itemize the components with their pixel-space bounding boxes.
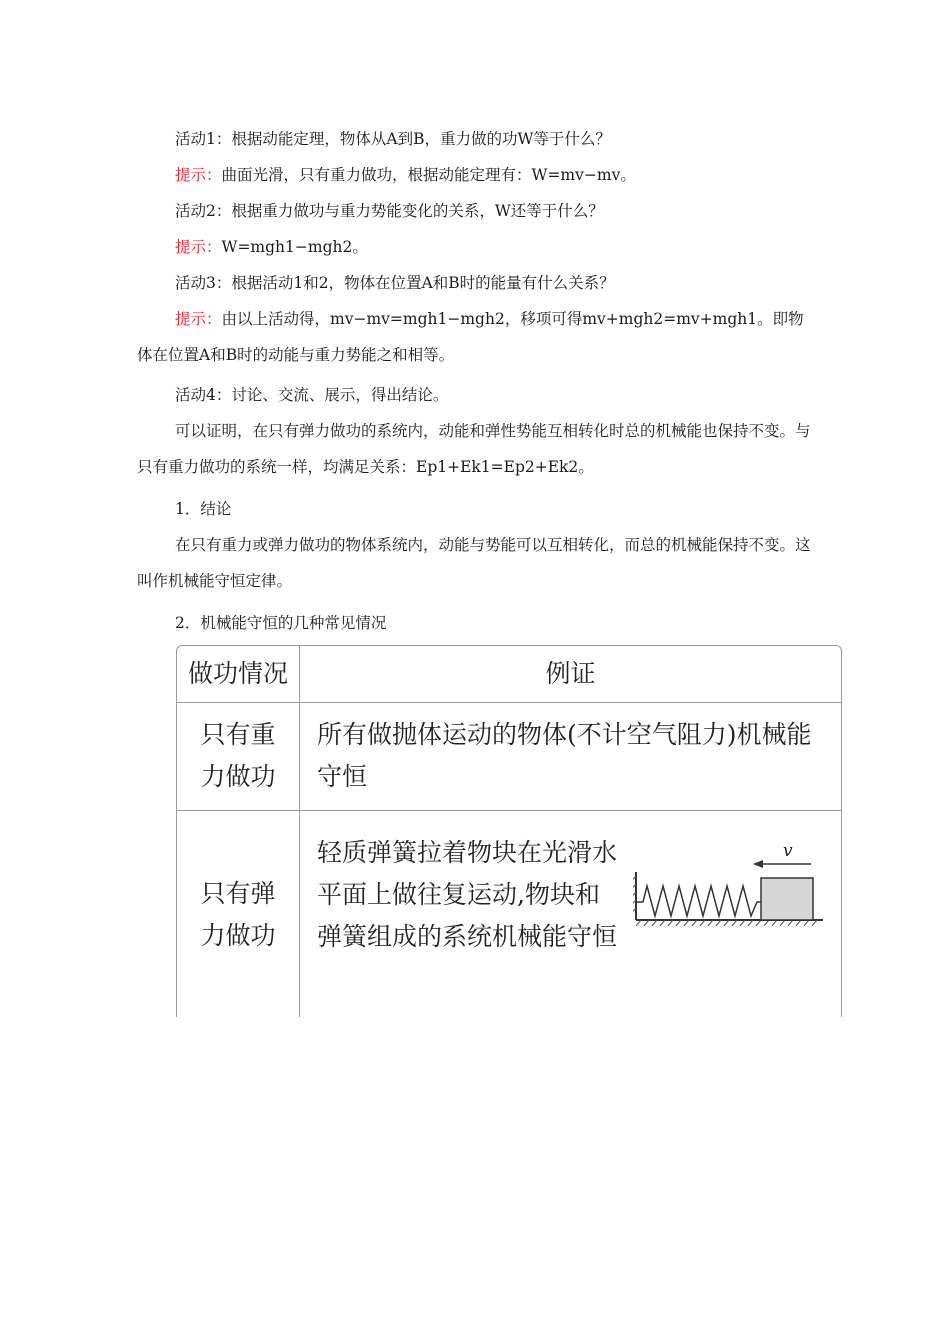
activity-text: 根据重力做功与重力势能变化的关系，W还等于什么？ bbox=[231, 202, 604, 220]
velocity-label: v bbox=[783, 842, 793, 861]
velocity-arrow-head bbox=[753, 860, 763, 868]
activity-label: 活动4： bbox=[175, 386, 232, 404]
activity-label: 活动3： bbox=[175, 274, 232, 292]
header-case: 做功情况 bbox=[187, 659, 288, 688]
hint-text: 曲面光滑，只有重力做功，根据动能定理有：W=mv−mv。 bbox=[221, 166, 636, 184]
activity-3 bbox=[137, 265, 817, 301]
activity-text: 根据动能定理，物体从A到B，重力做的功W等于什么？ bbox=[231, 130, 611, 148]
activity-text: 根据活动1和2，物体在位置A和B时的能量有什么关系？ bbox=[231, 274, 615, 292]
case-elastic: 只有弹力做功 bbox=[200, 878, 276, 950]
example-elastic: 轻质弹簧拉着物块在光滑水平面上做往复运动,物块和弹簧组成的系统机械能守恒 bbox=[317, 838, 618, 951]
conservation-cases-table bbox=[176, 645, 842, 1017]
hint-label: 提示： bbox=[175, 166, 222, 184]
hint-label: 提示： bbox=[175, 238, 222, 256]
example-gravity: 所有做抛体运动的物体(不计空气阻力)机械能守恒 bbox=[317, 720, 812, 791]
hint-label: 提示： bbox=[175, 310, 222, 328]
hint-1 bbox=[137, 157, 817, 193]
activity-label: 活动2： bbox=[175, 202, 232, 220]
spring-zigzag bbox=[636, 886, 761, 916]
hint-3 bbox=[137, 301, 817, 373]
section-2-title: 2．机械能守恒的几种常见情况 bbox=[175, 614, 387, 632]
activity-1 bbox=[137, 121, 817, 157]
spring-paragraph: 可以证明，在只有弹力做功的系统内，动能和弹性势能互相转化时总的机械能也保持不变。与只有重力做功的系统一样，均满足关系：Ep1+Ek1=Ep2+Ek2。 bbox=[137, 422, 811, 476]
section-1-text: 在只有重力或弹力做功的物体系统内，动能与势能可以互相转化，而总的机械能保持不变。这叫作机械能守恒定律。 bbox=[137, 536, 811, 590]
header-example: 例证 bbox=[545, 659, 596, 688]
hint-2 bbox=[137, 229, 817, 265]
case-gravity: 只有重力做功 bbox=[200, 720, 276, 791]
section-1-title: 1．结论 bbox=[175, 500, 232, 518]
activity-2 bbox=[137, 193, 817, 229]
activity-text: 讨论、交流、展示，得出结论。 bbox=[231, 386, 449, 404]
block bbox=[761, 878, 813, 920]
activity-label: 活动1： bbox=[175, 130, 232, 148]
hint-text: W=mgh1−mgh2。 bbox=[221, 238, 368, 256]
spring-block-figure bbox=[633, 842, 825, 932]
hint-text: 由以上活动得，mv−mv=mgh1−mgh2，移项可得mv+mgh2=mv+mgh1。即物体在位置A和B时的动能与重力势能之和相等。 bbox=[137, 310, 804, 364]
activity-4 bbox=[137, 377, 817, 413]
